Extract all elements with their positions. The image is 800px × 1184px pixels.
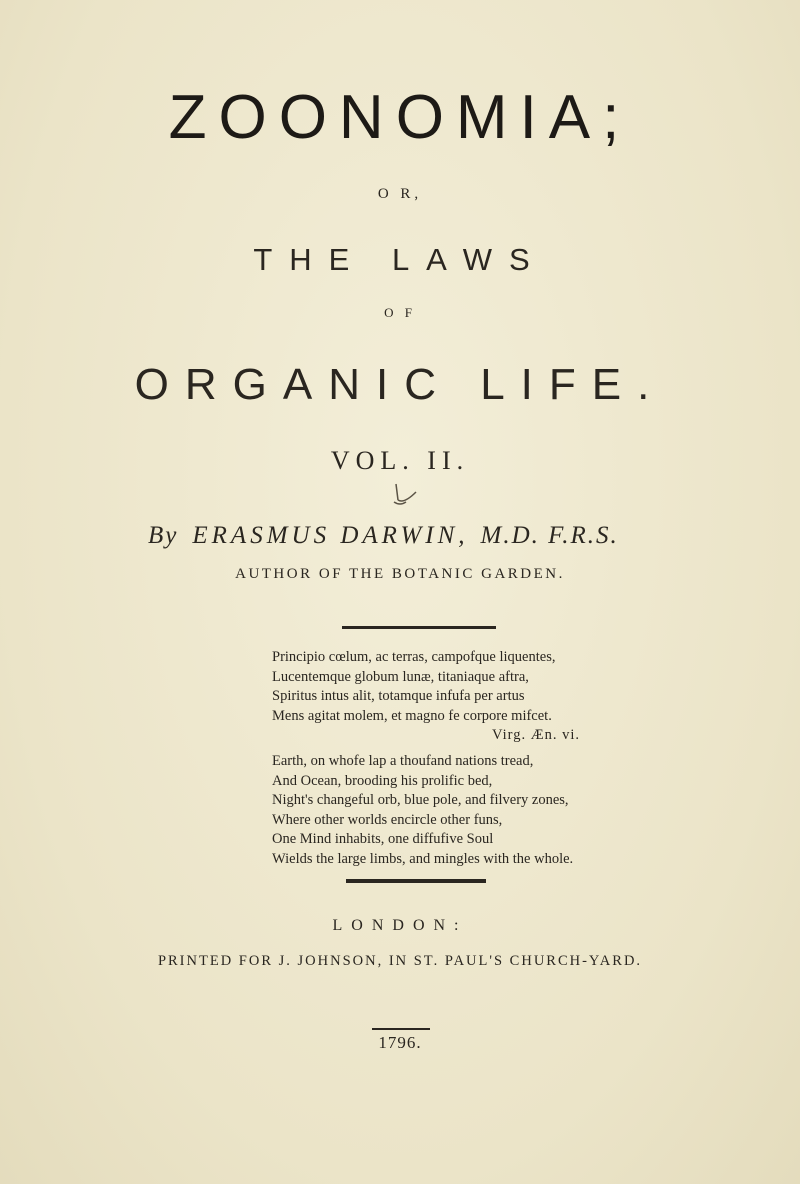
- divider-rule: [342, 626, 496, 629]
- ink-blot-mark: [386, 478, 422, 510]
- author-line: [148, 522, 619, 550]
- imprint-year: 1796.: [378, 1033, 422, 1052]
- imprint-printer: PRINTED FOR J. JOHNSON, IN ST. PAUL'S CHURCH-YARD.: [157, 953, 643, 969]
- author-by: By: [148, 522, 179, 549]
- english-verse-line: Earth, on whofe lap a thoufand nations tread,: [272, 752, 534, 769]
- english-verse-line: One Mind inhabits, one diffufive Soul: [272, 831, 494, 848]
- english-verse-line: Wields the large limbs, and mingles with the whole.: [272, 850, 574, 867]
- latin-verse-line: Lucentemque globum lunæ, titaniaque aftra,: [272, 668, 529, 685]
- latin-verse-line: Mens agitat molem, et magno fe corpore mifcet.: [272, 707, 552, 724]
- subtitle-the-laws: THE LAWS: [253, 242, 547, 277]
- imprint-city: LONDON:: [332, 917, 468, 934]
- author-subtitle: AUTHOR OF THE BOTANIC GARDEN.: [235, 566, 565, 582]
- book-title: ZOONOMIA;: [168, 83, 632, 152]
- english-verse-line: Night's changeful orb, blue pole, and filvery zones,: [272, 792, 569, 809]
- english-verse-line: Where other worlds encircle other funs,: [272, 811, 503, 828]
- author-name: ERASMUS DARWIN,: [192, 522, 469, 549]
- subtitle-organic-life: ORGANIC LIFE.: [134, 360, 666, 409]
- epigraph: [272, 648, 602, 870]
- latin-verse-line: Principio cœlum, ac terras, campofque liquentes,: [272, 649, 556, 665]
- author-credentials: M.D. F.R.S.: [480, 522, 619, 549]
- or-connector: O R,: [377, 186, 423, 202]
- latin-verse-line: Spiritus intus alit, totamque infufa per artus: [272, 688, 525, 705]
- english-verse-line: And Ocean, brooding his prolific bed,: [272, 772, 493, 789]
- divider-rule: [372, 1028, 430, 1030]
- divider-rule: [346, 879, 486, 883]
- latin-attribution: Virg. Æn. vi.: [492, 727, 580, 744]
- of-connector: O F: [384, 305, 416, 320]
- volume-number: VOL. II.: [330, 446, 470, 475]
